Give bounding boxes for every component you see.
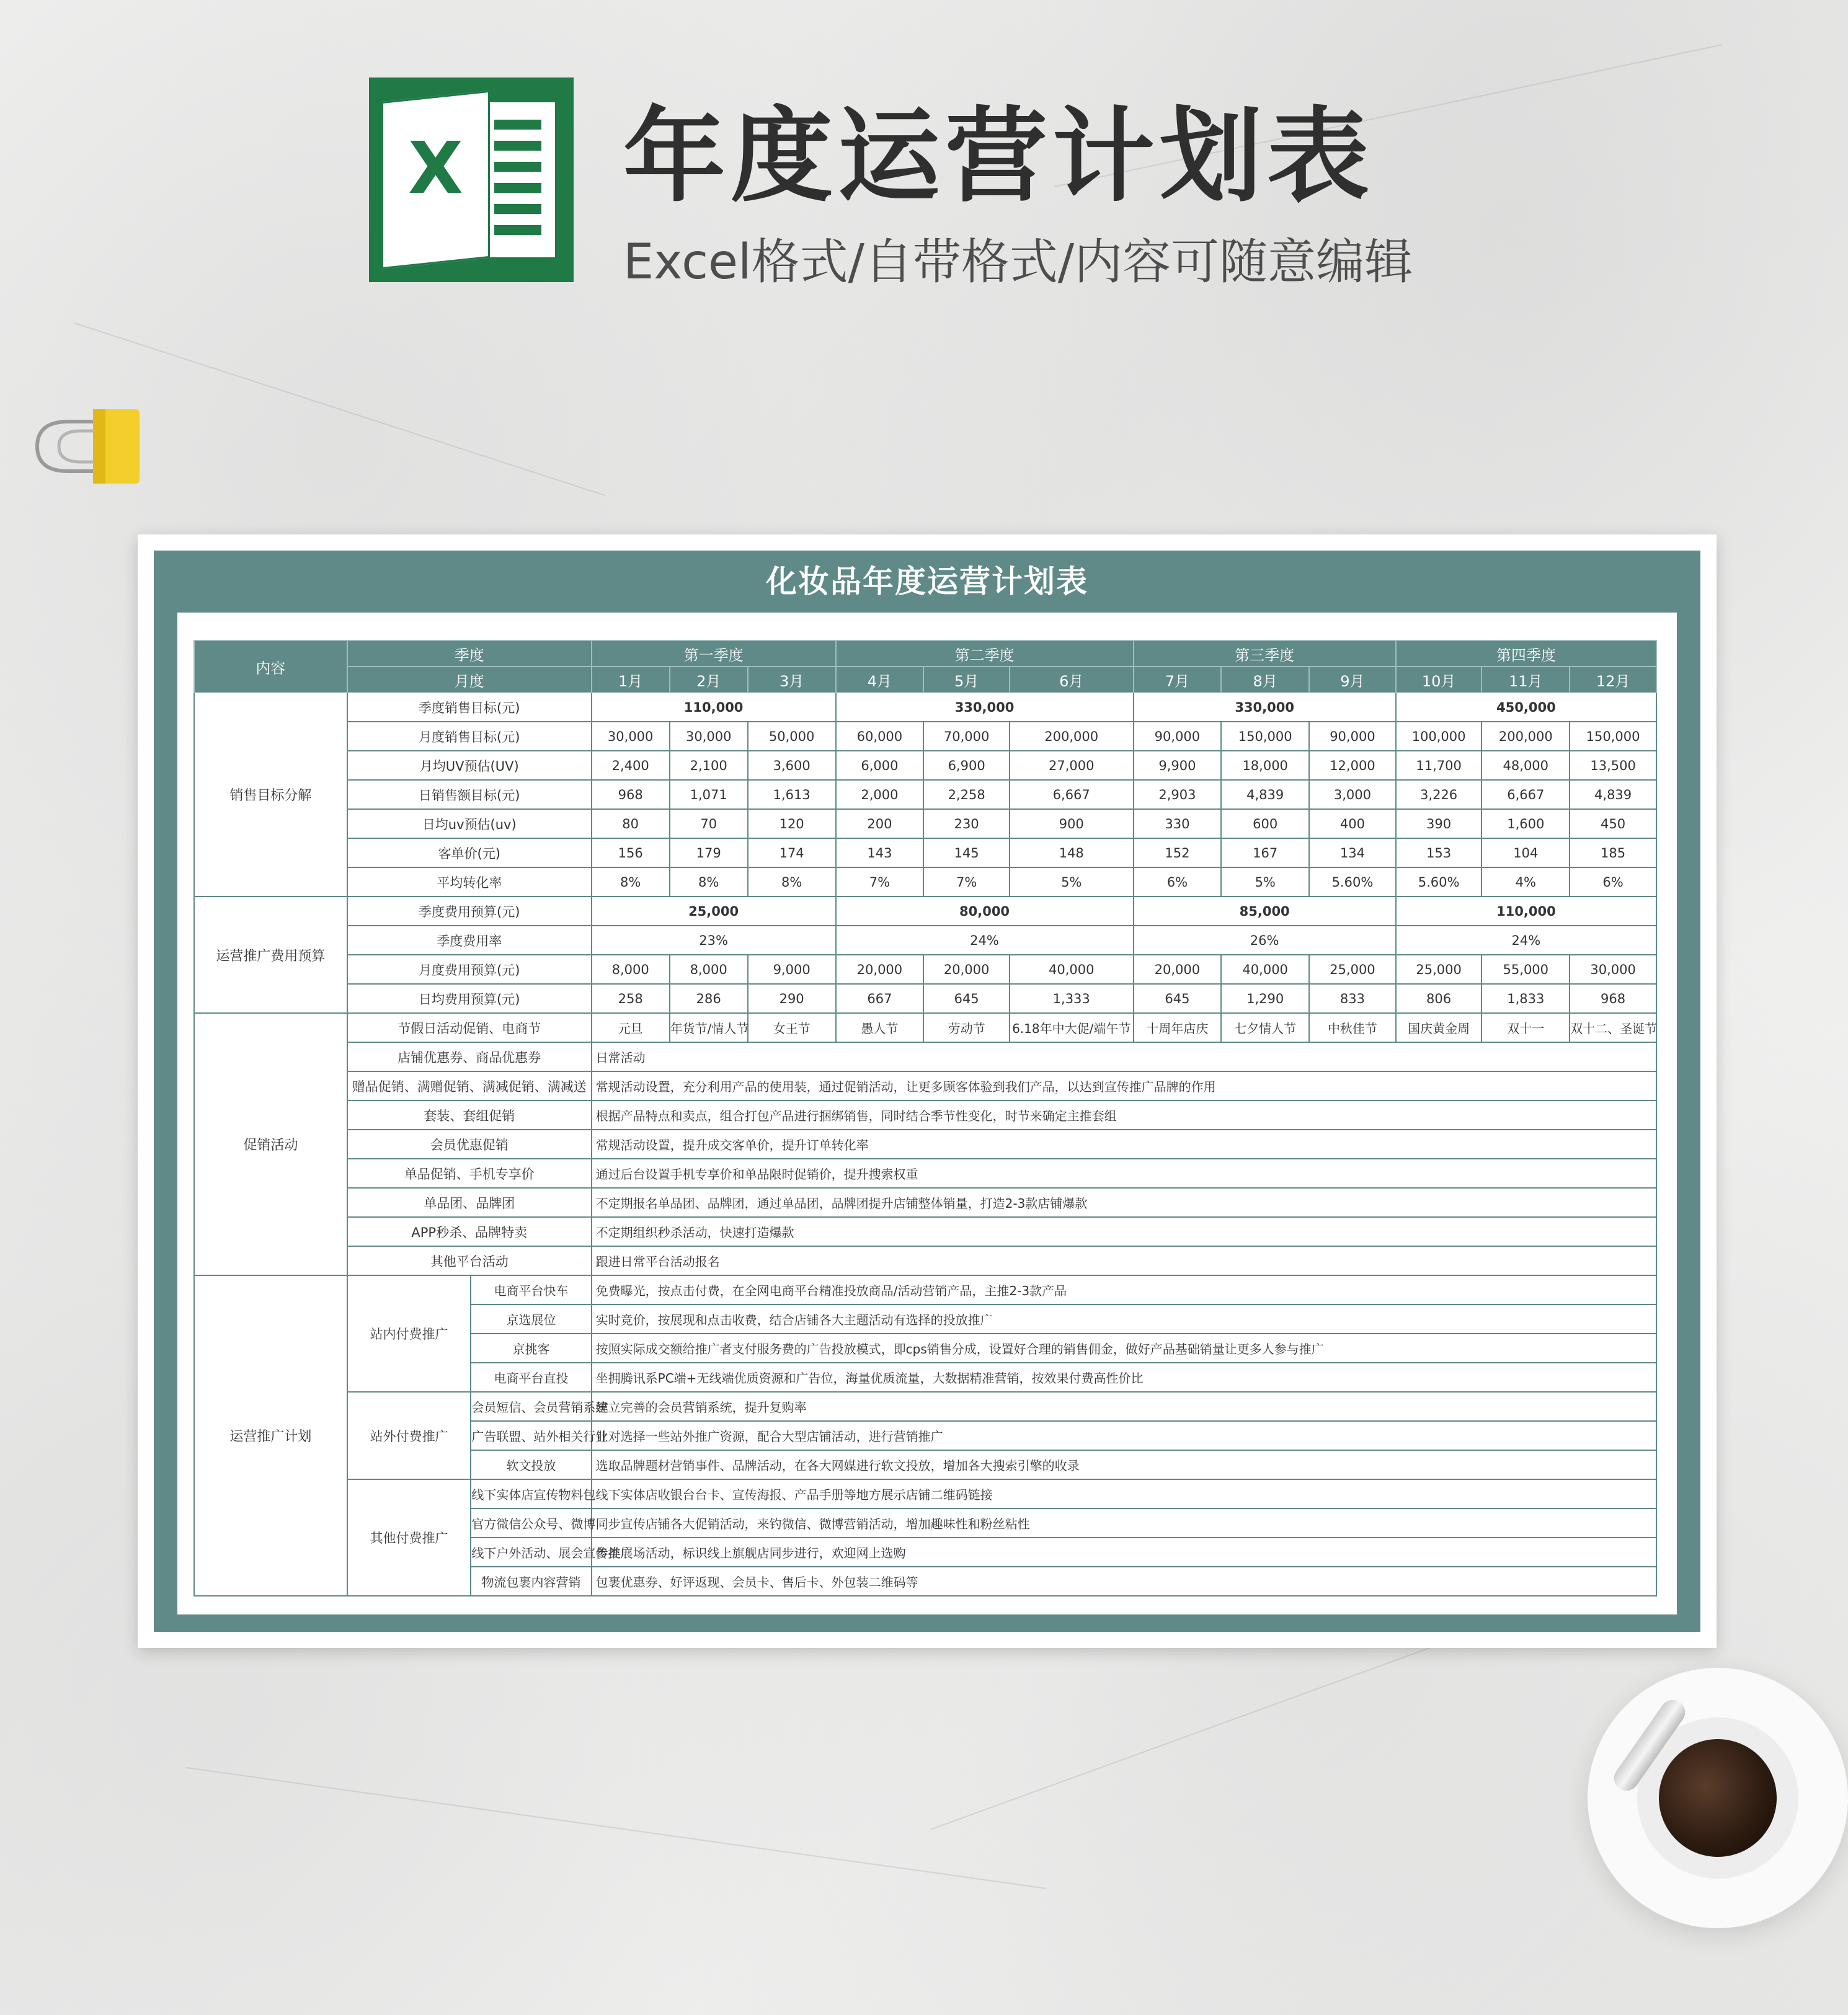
row-label: 季度费用率 [347,926,592,955]
header-month: 8月 [1221,666,1309,693]
promo-row [194,1246,1656,1275]
cell-value: 40,000 [1010,955,1134,984]
cell-value: 4,839 [1570,780,1656,809]
row-label: 季度费用预算(元) [347,897,592,926]
header-month-label: 月度 [347,666,592,693]
promotion-item: 会员短信、会员营销系统 [471,1392,591,1421]
cell-value: 60,000 [836,722,924,751]
header-row-quarters [194,640,1656,666]
cell-value: 70,000 [923,722,1010,751]
cell-value: 230 [923,809,1010,838]
cell-value: 8% [670,867,748,897]
description-cell: 日常活动 [592,1042,1656,1071]
cell-value: 2,100 [670,751,748,780]
cell-value: 7% [923,867,1010,897]
promo-row [194,1130,1656,1159]
cell-value: 645 [1134,984,1222,1013]
quarter-rate: 24% [1396,926,1656,955]
sales-row [194,838,1656,867]
promotion-group: 站内付费推广 [347,1275,471,1392]
cell-value: 2,903 [1134,780,1222,809]
cell-value: 12,000 [1309,751,1396,780]
cell-value: 152 [1134,838,1222,867]
description-cell: 包裹优惠券、好评返现、会员卡、售后卡、外包装二维码等 [592,1567,1656,1596]
sales-row [194,722,1656,751]
header-quarter: 第三季度 [1134,640,1396,666]
holiday-cell: 国庆黄金周 [1396,1013,1482,1042]
header-month: 7月 [1134,666,1222,693]
holiday-cell: 元旦 [592,1013,670,1042]
cell-value: 8,000 [592,955,670,984]
page-subtitle: Excel格式/自带格式/内容可随意编辑 [623,234,1413,290]
description-cell: 不定期组织秒杀活动，快速打造爆款 [592,1217,1656,1246]
row-label: 店铺优惠券、商品优惠券 [347,1042,592,1071]
cell-value: 30,000 [592,722,670,751]
cell-value: 11,700 [1396,751,1482,780]
cell-value: 1,071 [670,780,748,809]
cell-value: 1,333 [1010,984,1134,1013]
header-quarter: 第一季度 [592,640,836,666]
cell-value: 290 [748,984,836,1013]
cell-value: 6,000 [836,751,924,780]
quarter-value: 110,000 [1396,897,1656,926]
quarter-value: 330,000 [836,693,1134,722]
row-label: 会员优惠促销 [347,1130,592,1159]
binder-clip-icon [31,403,143,490]
header-quarter: 第二季度 [836,640,1134,666]
row-label: 月均UV预估(UV) [347,751,592,780]
excel-logo-icon [369,78,574,282]
row-label: 其他平台活动 [347,1246,592,1275]
holiday-cell: 年货节/情人节 [670,1013,748,1042]
cell-value: 156 [592,838,670,867]
cell-value: 8% [748,867,836,897]
cell-value: 120 [748,809,836,838]
promotion-item: 线下户外活动、展会宣传推广 [471,1538,591,1567]
page-title: 年度运营计划表 [623,97,1374,216]
header-month: 12月 [1570,666,1656,693]
header-month: 1月 [592,666,670,693]
row-label: 月度费用预算(元) [347,955,592,984]
cell-value: 179 [670,838,748,867]
coffee-cup-icon [1588,1668,1848,1928]
description-cell: 按照实际成交额给推广者支付服务费的广告投放模式，即cps销售分成，设置好合理的销售佣金，做好产品基础销量让更多人参与推广 [592,1334,1656,1363]
holiday-cell: 中秋佳节 [1309,1013,1396,1042]
cell-value: 20,000 [923,955,1010,984]
cell-value: 6% [1570,867,1656,897]
holiday-cell: 劳动节 [923,1013,1010,1042]
cell-value: 4,839 [1221,780,1309,809]
header-month: 10月 [1396,666,1482,693]
cell-value: 2,000 [836,780,924,809]
cell-value: 806 [1396,984,1482,1013]
cell-value: 200,000 [1482,722,1570,751]
cell-value: 4% [1482,867,1570,897]
promo-row [194,1188,1656,1217]
description-cell: 线下实体店收银台台卡、宣传海报、产品手册等地方展示店铺二维码链接 [592,1479,1656,1508]
promo-row [194,1100,1656,1130]
cell-value: 1,833 [1482,984,1570,1013]
sales-row [194,809,1656,838]
quarter-rate: 26% [1134,926,1396,955]
promo-row [194,1042,1656,1071]
promo-row [194,1159,1656,1188]
row-label: 日均uv预估(uv) [347,809,592,838]
cell-value: 143 [836,838,924,867]
row-label: 平均转化率 [347,867,592,897]
promotion-group: 其他付费推广 [347,1479,471,1596]
plan-table [193,640,1657,1596]
row-label: 客单价(元) [347,838,592,867]
budget-row [194,955,1656,984]
description-cell: 免费曝光，按点击付费，在全网电商平台精准投放商品/活动营销产品，主推2-3款产品 [592,1275,1656,1304]
sheet-paper [177,613,1677,1614]
quarter-rate: 24% [836,926,1134,955]
cell-value: 148 [1010,838,1134,867]
row-label: 日销售额目标(元) [347,780,592,809]
cell-value: 2,400 [592,751,670,780]
cell-value: 153 [1396,838,1482,867]
promotion-item: 官方微信公众号、微博 [471,1508,591,1538]
quarter-value: 110,000 [592,693,836,722]
row-label: 节假日活动促销、电商节 [347,1013,592,1042]
cell-value: 1,600 [1482,809,1570,838]
cell-value: 6,667 [1482,780,1570,809]
cell-value: 6% [1134,867,1222,897]
cell-value: 40,000 [1221,955,1309,984]
quarter-value: 450,000 [1396,693,1656,722]
header-month: 5月 [923,666,1010,693]
cell-value: 200 [836,809,924,838]
promotion-row [194,1275,1656,1304]
sales-quarter-row [194,693,1656,722]
row-label: 月度销售目标(元) [347,722,592,751]
row-label: APP秒杀、品牌特卖 [347,1217,592,1246]
cell-value: 200,000 [1010,722,1134,751]
header-month: 2月 [670,666,748,693]
cell-value: 330 [1134,809,1222,838]
cell-value: 5% [1010,867,1134,897]
description-cell: 实时竞价，按展现和点击收费，结合店铺各大主题活动有选择的投放推广 [592,1304,1656,1334]
holiday-cell: 七夕情人节 [1221,1013,1309,1042]
cell-value: 968 [592,780,670,809]
promo-row [194,1217,1656,1246]
promotion-item: 电商平台快车 [471,1275,591,1304]
cell-value: 25,000 [1396,955,1482,984]
cell-value: 185 [1570,838,1656,867]
cell-value: 50,000 [748,722,836,751]
description-cell: 不定期报名单品团、品牌团，通过单品团，品牌团提升店铺整体销量，打造2-3款店铺爆款 [592,1188,1656,1217]
cell-value: 167 [1221,838,1309,867]
quarter-value: 330,000 [1134,693,1396,722]
cell-value: 90,000 [1134,722,1222,751]
promotion-row [194,1392,1656,1421]
cell-value: 150,000 [1570,722,1656,751]
description-cell: 建立完善的会员营销系统，提升复购率 [592,1392,1656,1421]
cell-value: 5.60% [1309,867,1396,897]
spreadsheet-frame [154,551,1700,1632]
header-month: 4月 [836,666,924,693]
cell-value: 286 [670,984,748,1013]
cell-value: 80 [592,809,670,838]
cell-value: 90,000 [1309,722,1396,751]
cell-value: 390 [1396,809,1482,838]
cell-value: 27,000 [1010,751,1134,780]
promotion-item: 京挑客 [471,1334,591,1363]
header-month: 3月 [748,666,836,693]
row-label: 单品团、品牌团 [347,1188,592,1217]
holiday-cell: 双十一 [1482,1013,1570,1042]
header-quarter: 第四季度 [1396,640,1656,666]
sales-row [194,867,1656,897]
marble-vein [930,1638,1455,1830]
cell-value: 5% [1221,867,1309,897]
cell-value: 9,000 [748,955,836,984]
cell-value: 1,613 [748,780,836,809]
promotion-item: 广告联盟、站外相关行业 [471,1421,591,1450]
description-cell: 针对选择一些站外推广资源，配合大型店铺活动，进行营销推广 [592,1421,1656,1450]
promotion-item: 京选展位 [471,1304,591,1334]
row-label: 日均费用预算(元) [347,984,592,1013]
promotion-item: 线下实体店宣传物料包 [471,1479,591,1508]
header-season: 季度 [347,640,592,666]
promotion-item: 物流包裹内容营销 [471,1567,591,1596]
cell-value: 3,000 [1309,780,1396,809]
excel-logo-letter: X [408,127,463,210]
category-promo: 促销活动 [194,1013,347,1275]
description-cell: 通过后台设置手机专享价和单品限时促销价，提升搜索权重 [592,1159,1656,1188]
cell-value: 400 [1309,809,1396,838]
holiday-cell: 6.18年中大促/端午节 [1010,1013,1134,1042]
cell-value: 104 [1482,838,1570,867]
header-content: 内容 [194,640,347,693]
promotion-item: 电商平台直投 [471,1363,591,1392]
description-cell: 跟进日常平台活动报名 [592,1246,1656,1275]
budget-row [194,984,1656,1013]
spreadsheet-card [138,534,1717,1648]
cell-value: 70 [670,809,748,838]
quarter-value: 25,000 [592,897,836,926]
promo-row [194,1071,1656,1100]
description-cell: 选取品牌题材营销事件、品牌活动，在各大网媒进行软文投放，增加各大搜索引擎的收录 [592,1450,1656,1479]
sheet-title: 化妆品年度运营计划表 [766,564,1088,600]
cell-value: 134 [1309,838,1396,867]
cell-value: 258 [592,984,670,1013]
cell-value: 20,000 [836,955,924,984]
description-cell: 常规活动设置，提升成交客单价，提升订单转化率 [592,1130,1656,1159]
cell-value: 30,000 [670,722,748,751]
row-label: 套装、套组促销 [347,1100,592,1130]
cell-value: 600 [1221,809,1309,838]
cell-value: 20,000 [1134,955,1222,984]
header-row-months [194,666,1656,693]
holiday-cell: 双十二、圣诞节 [1570,1013,1656,1042]
cell-value: 174 [748,838,836,867]
marble-vein [186,1767,1046,1889]
promotion-row [194,1479,1656,1508]
cell-value: 13,500 [1570,751,1656,780]
description-cell: 常规活动设置，充分利用产品的使用装，通过促销活动，让更多顾客体验到我们产品，以达到宣传推广品牌的作用 [592,1071,1656,1100]
row-label: 赠品促销、满赠促销、满减促销、满减送 [347,1071,592,1100]
quarter-value: 85,000 [1134,897,1396,926]
description-cell: 坐拥腾讯系PC端+无线端优质资源和广告位，海量优质流量，大数据精准营销，按效果付费高性价比 [592,1363,1656,1392]
description-cell: 根据产品特点和卖点，组合打包产品进行捆绑销售，同时结合季节性变化，时节来确定主推套组 [592,1100,1656,1130]
cell-value: 968 [1570,984,1656,1013]
row-label: 单品促销、手机专享价 [347,1159,592,1188]
cell-value: 18,000 [1221,751,1309,780]
sales-row [194,751,1656,780]
cell-value: 25,000 [1309,955,1396,984]
cell-value: 6,900 [923,751,1010,780]
cell-value: 667 [836,984,924,1013]
cell-value: 55,000 [1482,955,1570,984]
cell-value: 8,000 [670,955,748,984]
cell-value: 150,000 [1221,722,1309,751]
cell-value: 100,000 [1396,722,1482,751]
header-month: 9月 [1309,666,1396,693]
quarter-rate: 23% [592,926,836,955]
promo-holiday-row [194,1013,1656,1042]
header-month: 11月 [1482,666,1570,693]
cell-value: 3,600 [748,751,836,780]
cell-value: 30,000 [1570,955,1656,984]
cell-value: 145 [923,838,1010,867]
quarter-value: 80,000 [836,897,1134,926]
cell-value: 3,226 [1396,780,1482,809]
header-month: 6月 [1010,666,1134,693]
cell-value: 6,667 [1010,780,1134,809]
promotion-item: 软文投放 [471,1450,591,1479]
cell-value: 450 [1570,809,1656,838]
budget-rate-row [194,926,1656,955]
budget-quarter-row [194,897,1656,926]
cell-value: 833 [1309,984,1396,1013]
holiday-cell: 女王节 [748,1013,836,1042]
cell-value: 8% [592,867,670,897]
category-sales: 销售目标分解 [194,693,347,897]
cell-value: 5.60% [1396,867,1482,897]
cell-value: 48,000 [1482,751,1570,780]
description-cell: 同步宣传店铺各大促销活动，来钓微信、微博营销活动，增加趣味性和粉丝粘性 [592,1508,1656,1538]
row-label: 季度销售目标(元) [347,693,592,722]
promotion-group: 站外付费推广 [347,1392,471,1479]
holiday-cell: 愚人节 [836,1013,924,1042]
sales-row [194,780,1656,809]
cell-value: 9,900 [1134,751,1222,780]
cell-value: 1,290 [1221,984,1309,1013]
marble-vein [74,322,605,496]
category-budget: 运营推广费用预算 [194,897,347,1013]
cell-value: 2,258 [923,780,1010,809]
category-promotion: 运营推广计划 [194,1275,347,1596]
cell-value: 7% [836,867,924,897]
description-cell: 参类展场活动，标识线上旗舰店同步进行，欢迎网上选购 [592,1538,1656,1567]
cell-value: 645 [923,984,1010,1013]
cell-value: 900 [1010,809,1134,838]
holiday-cell: 十周年店庆 [1134,1013,1222,1042]
